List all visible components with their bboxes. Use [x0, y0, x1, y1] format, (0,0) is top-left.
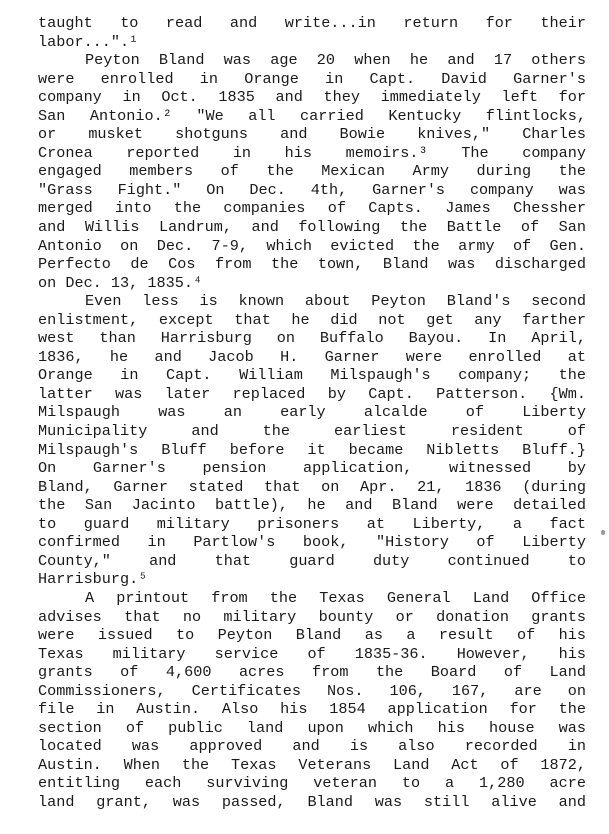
text-line: land grant, was passed, Bland was still alive and: [38, 792, 586, 811]
text-line: merged into the companies of Capts. James Chessher: [38, 199, 586, 218]
text-line: west than Harrisburg on Buffalo Bayou. In April,: [38, 329, 586, 348]
text-line: taught to read and write...in return for their: [38, 14, 586, 32]
text-line: to guard military prisoners at Liberty, a fact: [38, 514, 586, 533]
text-line: confirmed in Partlow's book, "History of Liberty: [38, 533, 586, 552]
text-line: 1836, he and Jacob H. Garner were enrolled at: [38, 347, 586, 366]
text-line: file in Austin. Also his 1854 application for the: [38, 700, 586, 719]
text-line: were enrolled in Orange in Capt. David Garner's: [38, 69, 586, 88]
text-line: Austin. When the Texas Veterans Land Act of 1872,: [38, 755, 586, 774]
text-line: were issued to Peyton Bland as a result of his: [38, 626, 586, 645]
text-line: On Garner's pension application, witnessed by: [38, 459, 586, 478]
text-line: labor...".¹: [38, 32, 139, 51]
text-line: Municipality and the earliest resident of: [38, 422, 586, 441]
text-line: Orange in Capt. William Milspaugh's company; the: [38, 366, 586, 385]
text-line: Harrisburg.⁵: [38, 570, 148, 589]
text-line: grants of 4,600 acres from the Board of Land: [38, 663, 586, 682]
document-body-text: [38, 14, 586, 812]
text-line: Bland, Garner stated that on Apr. 21, 1836 (during: [38, 477, 586, 496]
text-line: Milspaugh was an early alcalde of Liberty: [38, 403, 586, 422]
text-line: entitling each surviving veteran to a 1,280 acre: [38, 774, 586, 793]
text-line: located was approved and is also recorded in: [38, 737, 586, 756]
text-line: or musket shotguns and Bowie knives," Charles: [38, 125, 586, 144]
text-line: latter was later replaced by Capt. Patterson. {Wm.: [38, 384, 586, 403]
text-line: section of public land upon which his house was: [38, 718, 586, 737]
text-line: San Antonio.² "We all carried Kentucky flintlocks,: [38, 106, 586, 125]
text-line: Even less is known about Peyton Bland's second: [85, 292, 586, 311]
text-line: Perfecto de Cos from the town, Bland was discharged: [38, 255, 586, 274]
text-line: A printout from the Texas General Land Office: [85, 588, 586, 607]
text-line: Commissioners, Certificates Nos. 106, 167, are on: [38, 681, 586, 700]
text-line: Antonio on Dec. 7-9, which evicted the army of Gen.: [38, 236, 586, 255]
text-line: the San Jacinto battle), he and Bland were detailed: [38, 496, 586, 515]
text-line: Peyton Bland was age 20 when he and 17 others: [85, 51, 586, 70]
text-line: "Grass Fight." On Dec. 4th, Garner's company was: [38, 180, 586, 199]
text-line: on Dec. 13, 1835.⁴: [38, 273, 203, 292]
text-line: engaged members of the Mexican Army during the: [38, 162, 586, 181]
text-line: and Willis Landrum, and following the Battle of San: [38, 218, 586, 237]
scan-artifact-mark: [601, 530, 605, 535]
text-line: Texas military service of 1835-36. However, his: [38, 644, 586, 663]
text-line: Milspaugh's Bluff before it became Nibletts Bluff.}: [38, 440, 586, 459]
text-line: County," and that guard duty continued to: [38, 551, 586, 570]
text-line: company in Oct. 1835 and they immediately left for: [38, 88, 586, 107]
text-line: enlistment, except that he did not get any farther: [38, 310, 586, 329]
text-line: Cronea reported in his memoirs.³ The company: [38, 143, 586, 162]
text-line: advises that no military bounty or donation grants: [38, 607, 586, 626]
